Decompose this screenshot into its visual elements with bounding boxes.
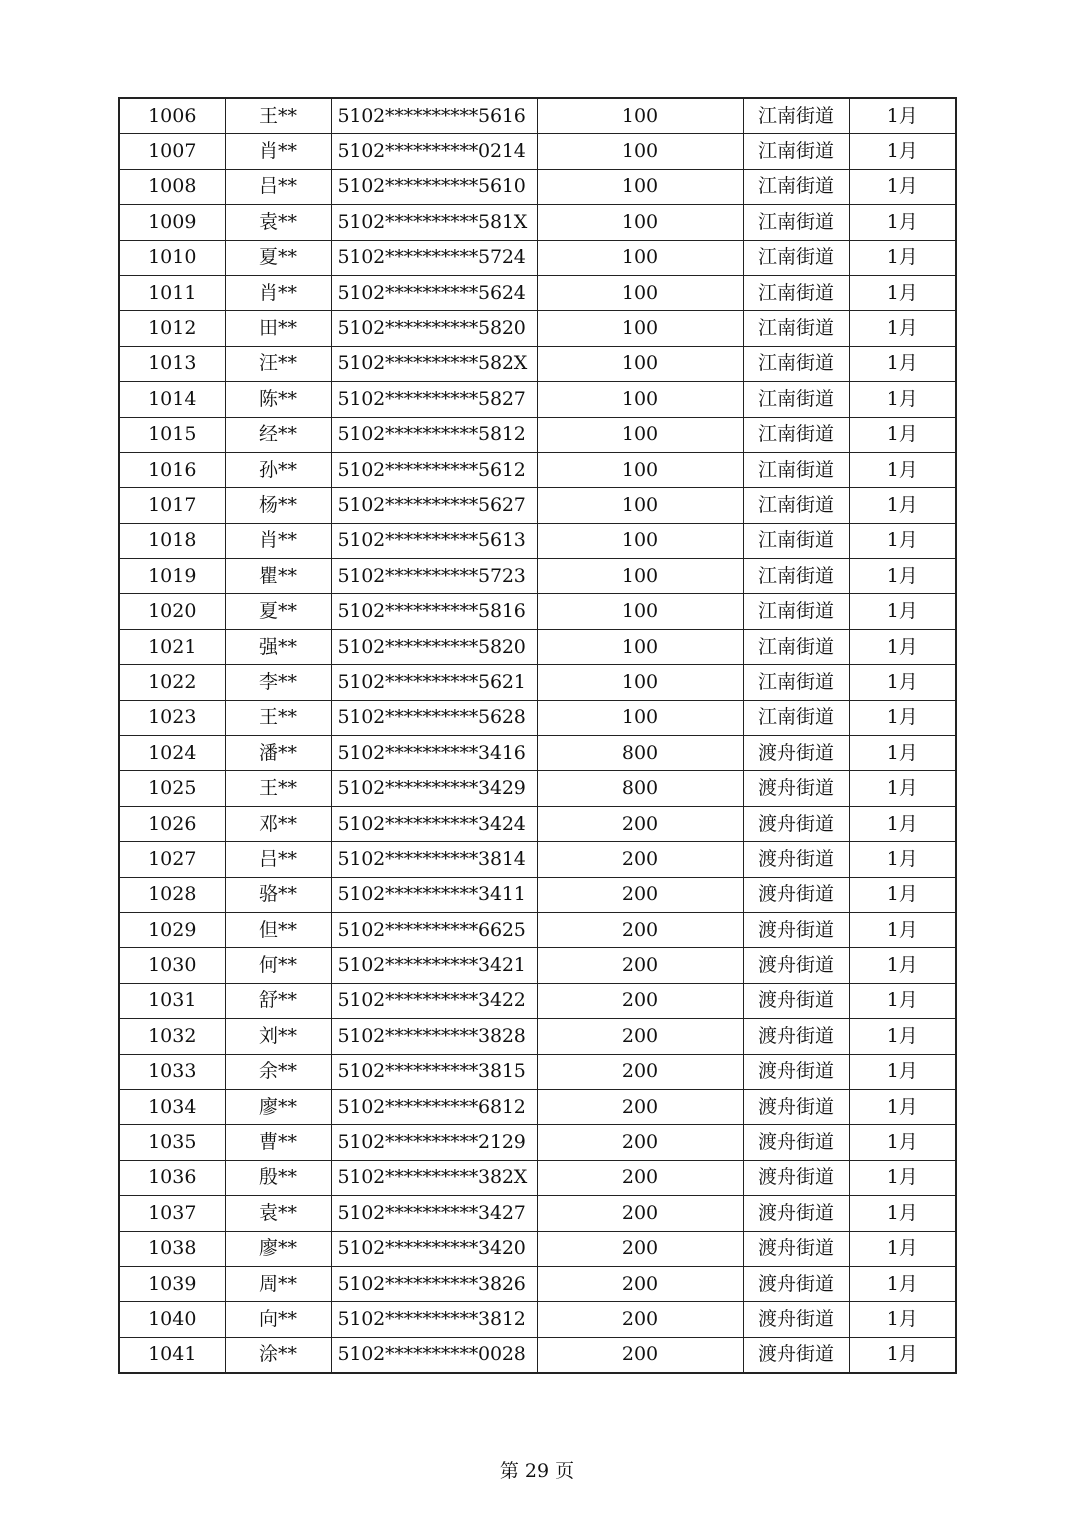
table-row [119,134,956,169]
month-cell: 1月 [849,1337,956,1373]
name-cell: 周** [225,1266,331,1301]
serial-number-cell: 1014 [119,382,225,417]
amount-cell: 100 [537,311,743,346]
month-cell: 1月 [849,346,956,381]
amount-cell: 200 [537,983,743,1018]
name-cell: 何** [225,948,331,983]
name-cell: 经** [225,417,331,452]
street-cell: 江南街道 [743,594,849,629]
name-cell: 王** [225,700,331,735]
name-cell: 潘** [225,736,331,771]
name-cell: 但** [225,912,331,947]
month-cell: 1月 [849,877,956,912]
month-cell: 1月 [849,98,956,134]
street-cell: 渡舟街道 [743,1266,849,1301]
id-number-cell: 5102**********382X [331,1160,537,1195]
table-row [119,806,956,841]
serial-number-cell: 1039 [119,1266,225,1301]
street-cell: 江南街道 [743,700,849,735]
month-cell: 1月 [849,488,956,523]
serial-number-cell: 1017 [119,488,225,523]
serial-number-cell: 1015 [119,417,225,452]
month-cell: 1月 [849,275,956,310]
street-cell: 江南街道 [743,240,849,275]
id-number-cell: 5102**********0214 [331,134,537,169]
name-cell: 殷** [225,1160,331,1195]
street-cell: 渡舟街道 [743,771,849,806]
serial-number-cell: 1007 [119,134,225,169]
name-cell: 强** [225,629,331,664]
amount-cell: 100 [537,665,743,700]
id-number-cell: 5102**********5628 [331,700,537,735]
month-cell: 1月 [849,1019,956,1054]
serial-number-cell: 1010 [119,240,225,275]
name-cell: 肖** [225,523,331,558]
table-row [119,1337,956,1373]
id-number-cell: 5102**********0028 [331,1337,537,1373]
amount-cell: 200 [537,1196,743,1231]
month-cell: 1月 [849,1302,956,1337]
name-cell: 孙** [225,452,331,487]
month-cell: 1月 [849,983,956,1018]
name-cell: 舒** [225,983,331,1018]
id-number-cell: 5102**********5816 [331,594,537,629]
street-cell: 江南街道 [743,169,849,204]
street-cell: 渡舟街道 [743,1302,849,1337]
name-cell: 瞿** [225,559,331,594]
amount-cell: 200 [537,877,743,912]
street-cell: 江南街道 [743,559,849,594]
month-cell: 1月 [849,1196,956,1231]
month-cell: 1月 [849,452,956,487]
name-cell: 李** [225,665,331,700]
street-cell: 江南街道 [743,488,849,523]
id-number-cell: 5102**********582X [331,346,537,381]
id-number-cell: 5102**********6812 [331,1089,537,1124]
serial-number-cell: 1016 [119,452,225,487]
id-number-cell: 5102**********3826 [331,1266,537,1301]
id-number-cell: 5102**********3411 [331,877,537,912]
serial-number-cell: 1024 [119,736,225,771]
month-cell: 1月 [849,665,956,700]
amount-cell: 200 [537,842,743,877]
serial-number-cell: 1031 [119,983,225,1018]
amount-cell: 100 [537,134,743,169]
table-row [119,1266,956,1301]
name-cell: 吕** [225,169,331,204]
id-number-cell: 5102**********3812 [331,1302,537,1337]
street-cell: 渡舟街道 [743,1231,849,1266]
id-number-cell: 5102**********3427 [331,1196,537,1231]
street-cell: 渡舟街道 [743,1019,849,1054]
serial-number-cell: 1008 [119,169,225,204]
month-cell: 1月 [849,1231,956,1266]
name-cell: 陈** [225,382,331,417]
name-cell: 廖** [225,1089,331,1124]
month-cell: 1月 [849,240,956,275]
street-cell: 渡舟街道 [743,1054,849,1089]
month-cell: 1月 [849,806,956,841]
table-row [119,948,956,983]
serial-number-cell: 1040 [119,1302,225,1337]
month-cell: 1月 [849,559,956,594]
amount-cell: 200 [537,1160,743,1195]
id-number-cell: 5102**********5827 [331,382,537,417]
month-cell: 1月 [849,736,956,771]
month-cell: 1月 [849,1089,956,1124]
name-cell: 王** [225,771,331,806]
street-cell: 江南街道 [743,417,849,452]
serial-number-cell: 1034 [119,1089,225,1124]
amount-cell: 100 [537,417,743,452]
name-cell: 向** [225,1302,331,1337]
amount-cell: 100 [537,382,743,417]
street-cell: 渡舟街道 [743,806,849,841]
table-row [119,842,956,877]
amount-cell: 200 [537,1266,743,1301]
street-cell: 渡舟街道 [743,1337,849,1373]
street-cell: 渡舟街道 [743,877,849,912]
id-number-cell: 5102**********5613 [331,523,537,558]
serial-number-cell: 1035 [119,1125,225,1160]
table-row [119,983,956,1018]
serial-number-cell: 1033 [119,1054,225,1089]
table-row [119,1054,956,1089]
month-cell: 1月 [849,134,956,169]
amount-cell: 800 [537,771,743,806]
amount-cell: 200 [537,1337,743,1373]
name-cell: 田** [225,311,331,346]
month-cell: 1月 [849,912,956,947]
street-cell: 渡舟街道 [743,842,849,877]
month-cell: 1月 [849,1160,956,1195]
street-cell: 江南街道 [743,523,849,558]
id-number-cell: 5102**********5724 [331,240,537,275]
amount-cell: 800 [537,736,743,771]
street-cell: 江南街道 [743,311,849,346]
table-row [119,771,956,806]
serial-number-cell: 1020 [119,594,225,629]
table-row [119,594,956,629]
id-number-cell: 5102**********5820 [331,311,537,346]
id-number-cell: 5102**********5612 [331,452,537,487]
street-cell: 江南街道 [743,665,849,700]
serial-number-cell: 1028 [119,877,225,912]
id-number-cell: 5102**********581X [331,205,537,240]
amount-cell: 200 [537,1089,743,1124]
street-cell: 江南街道 [743,382,849,417]
id-number-cell: 5102**********3420 [331,1231,537,1266]
amount-cell: 100 [537,346,743,381]
amount-cell: 200 [537,1302,743,1337]
name-cell: 廖** [225,1231,331,1266]
table-row [119,240,956,275]
serial-number-cell: 1025 [119,771,225,806]
name-cell: 王** [225,98,331,134]
id-number-cell: 5102**********3828 [331,1019,537,1054]
serial-number-cell: 1036 [119,1160,225,1195]
street-cell: 江南街道 [743,205,849,240]
month-cell: 1月 [849,948,956,983]
table-row [119,877,956,912]
month-cell: 1月 [849,417,956,452]
month-cell: 1月 [849,311,956,346]
month-cell: 1月 [849,594,956,629]
amount-cell: 100 [537,700,743,735]
serial-number-cell: 1022 [119,665,225,700]
amount-cell: 100 [537,275,743,310]
amount-cell: 100 [537,488,743,523]
table-row [119,629,956,664]
table-row [119,205,956,240]
name-cell: 曹** [225,1125,331,1160]
amount-cell: 100 [537,240,743,275]
id-number-cell: 5102**********3416 [331,736,537,771]
table-row [119,346,956,381]
month-cell: 1月 [849,1266,956,1301]
id-number-cell: 5102**********3424 [331,806,537,841]
id-number-cell: 5102**********5812 [331,417,537,452]
name-cell: 骆** [225,877,331,912]
amount-cell: 100 [537,559,743,594]
month-cell: 1月 [849,382,956,417]
street-cell: 渡舟街道 [743,1089,849,1124]
id-number-cell: 5102**********3815 [331,1054,537,1089]
street-cell: 渡舟街道 [743,1160,849,1195]
month-cell: 1月 [849,169,956,204]
street-cell: 渡舟街道 [743,983,849,1018]
amount-cell: 100 [537,452,743,487]
table-body [119,98,956,1373]
data-table [118,97,957,1374]
page-number: 第 29 页 [499,1460,575,1482]
amount-cell: 100 [537,594,743,629]
table-row [119,452,956,487]
id-number-cell: 5102**********5627 [331,488,537,523]
name-cell: 夏** [225,240,331,275]
name-cell: 袁** [225,1196,331,1231]
month-cell: 1月 [849,700,956,735]
table-row [119,382,956,417]
street-cell: 江南街道 [743,98,849,134]
id-number-cell: 5102**********3421 [331,948,537,983]
street-cell: 渡舟街道 [743,736,849,771]
amount-cell: 200 [537,912,743,947]
amount-cell: 100 [537,98,743,134]
name-cell: 袁** [225,205,331,240]
serial-number-cell: 1026 [119,806,225,841]
table-row [119,98,956,134]
name-cell: 肖** [225,275,331,310]
name-cell: 汪** [225,346,331,381]
table-row [119,912,956,947]
amount-cell: 200 [537,1231,743,1266]
name-cell: 杨** [225,488,331,523]
amount-cell: 200 [537,1125,743,1160]
serial-number-cell: 1009 [119,205,225,240]
name-cell: 刘** [225,1019,331,1054]
serial-number-cell: 1029 [119,912,225,947]
month-cell: 1月 [849,771,956,806]
street-cell: 江南街道 [743,275,849,310]
name-cell: 余** [225,1054,331,1089]
table-row [119,1019,956,1054]
id-number-cell: 5102**********5616 [331,98,537,134]
month-cell: 1月 [849,523,956,558]
serial-number-cell: 1041 [119,1337,225,1373]
id-number-cell: 5102**********5820 [331,629,537,664]
amount-cell: 100 [537,205,743,240]
amount-cell: 100 [537,523,743,558]
serial-number-cell: 1012 [119,311,225,346]
table-row [119,1196,956,1231]
serial-number-cell: 1018 [119,523,225,558]
street-cell: 渡舟街道 [743,1125,849,1160]
name-cell: 邓** [225,806,331,841]
table-row [119,488,956,523]
table-row [119,665,956,700]
serial-number-cell: 1011 [119,275,225,310]
table-row [119,700,956,735]
month-cell: 1月 [849,842,956,877]
street-cell: 渡舟街道 [743,948,849,983]
amount-cell: 100 [537,629,743,664]
street-cell: 江南街道 [743,452,849,487]
serial-number-cell: 1030 [119,948,225,983]
street-cell: 江南街道 [743,134,849,169]
amount-cell: 200 [537,1019,743,1054]
id-number-cell: 5102**********5624 [331,275,537,310]
serial-number-cell: 1019 [119,559,225,594]
table-row [119,736,956,771]
amount-cell: 200 [537,948,743,983]
table-row [119,417,956,452]
serial-number-cell: 1032 [119,1019,225,1054]
street-cell: 渡舟街道 [743,1196,849,1231]
table-row [119,275,956,310]
name-cell: 夏** [225,594,331,629]
table-row [119,311,956,346]
name-cell: 涂** [225,1337,331,1373]
serial-number-cell: 1027 [119,842,225,877]
id-number-cell: 5102**********3422 [331,983,537,1018]
id-number-cell: 5102**********3429 [331,771,537,806]
amount-cell: 200 [537,806,743,841]
month-cell: 1月 [849,629,956,664]
id-number-cell: 5102**********3814 [331,842,537,877]
serial-number-cell: 1021 [119,629,225,664]
serial-number-cell: 1023 [119,700,225,735]
table-row [119,1089,956,1124]
name-cell: 吕** [225,842,331,877]
amount-cell: 200 [537,1054,743,1089]
month-cell: 1月 [849,205,956,240]
street-cell: 江南街道 [743,346,849,381]
table-row [119,1160,956,1195]
street-cell: 渡舟街道 [743,912,849,947]
serial-number-cell: 1006 [119,98,225,134]
table-row [119,169,956,204]
month-cell: 1月 [849,1054,956,1089]
id-number-cell: 5102**********5723 [331,559,537,594]
amount-cell: 100 [537,169,743,204]
table-row [119,559,956,594]
month-cell: 1月 [849,1125,956,1160]
id-number-cell: 5102**********5621 [331,665,537,700]
serial-number-cell: 1037 [119,1196,225,1231]
table-row [119,523,956,558]
street-cell: 江南街道 [743,629,849,664]
table-row [119,1125,956,1160]
id-number-cell: 5102**********5610 [331,169,537,204]
serial-number-cell: 1038 [119,1231,225,1266]
table-row [119,1302,956,1337]
table-row [119,1231,956,1266]
name-cell: 肖** [225,134,331,169]
id-number-cell: 5102**********6625 [331,912,537,947]
id-number-cell: 5102**********2129 [331,1125,537,1160]
serial-number-cell: 1013 [119,346,225,381]
